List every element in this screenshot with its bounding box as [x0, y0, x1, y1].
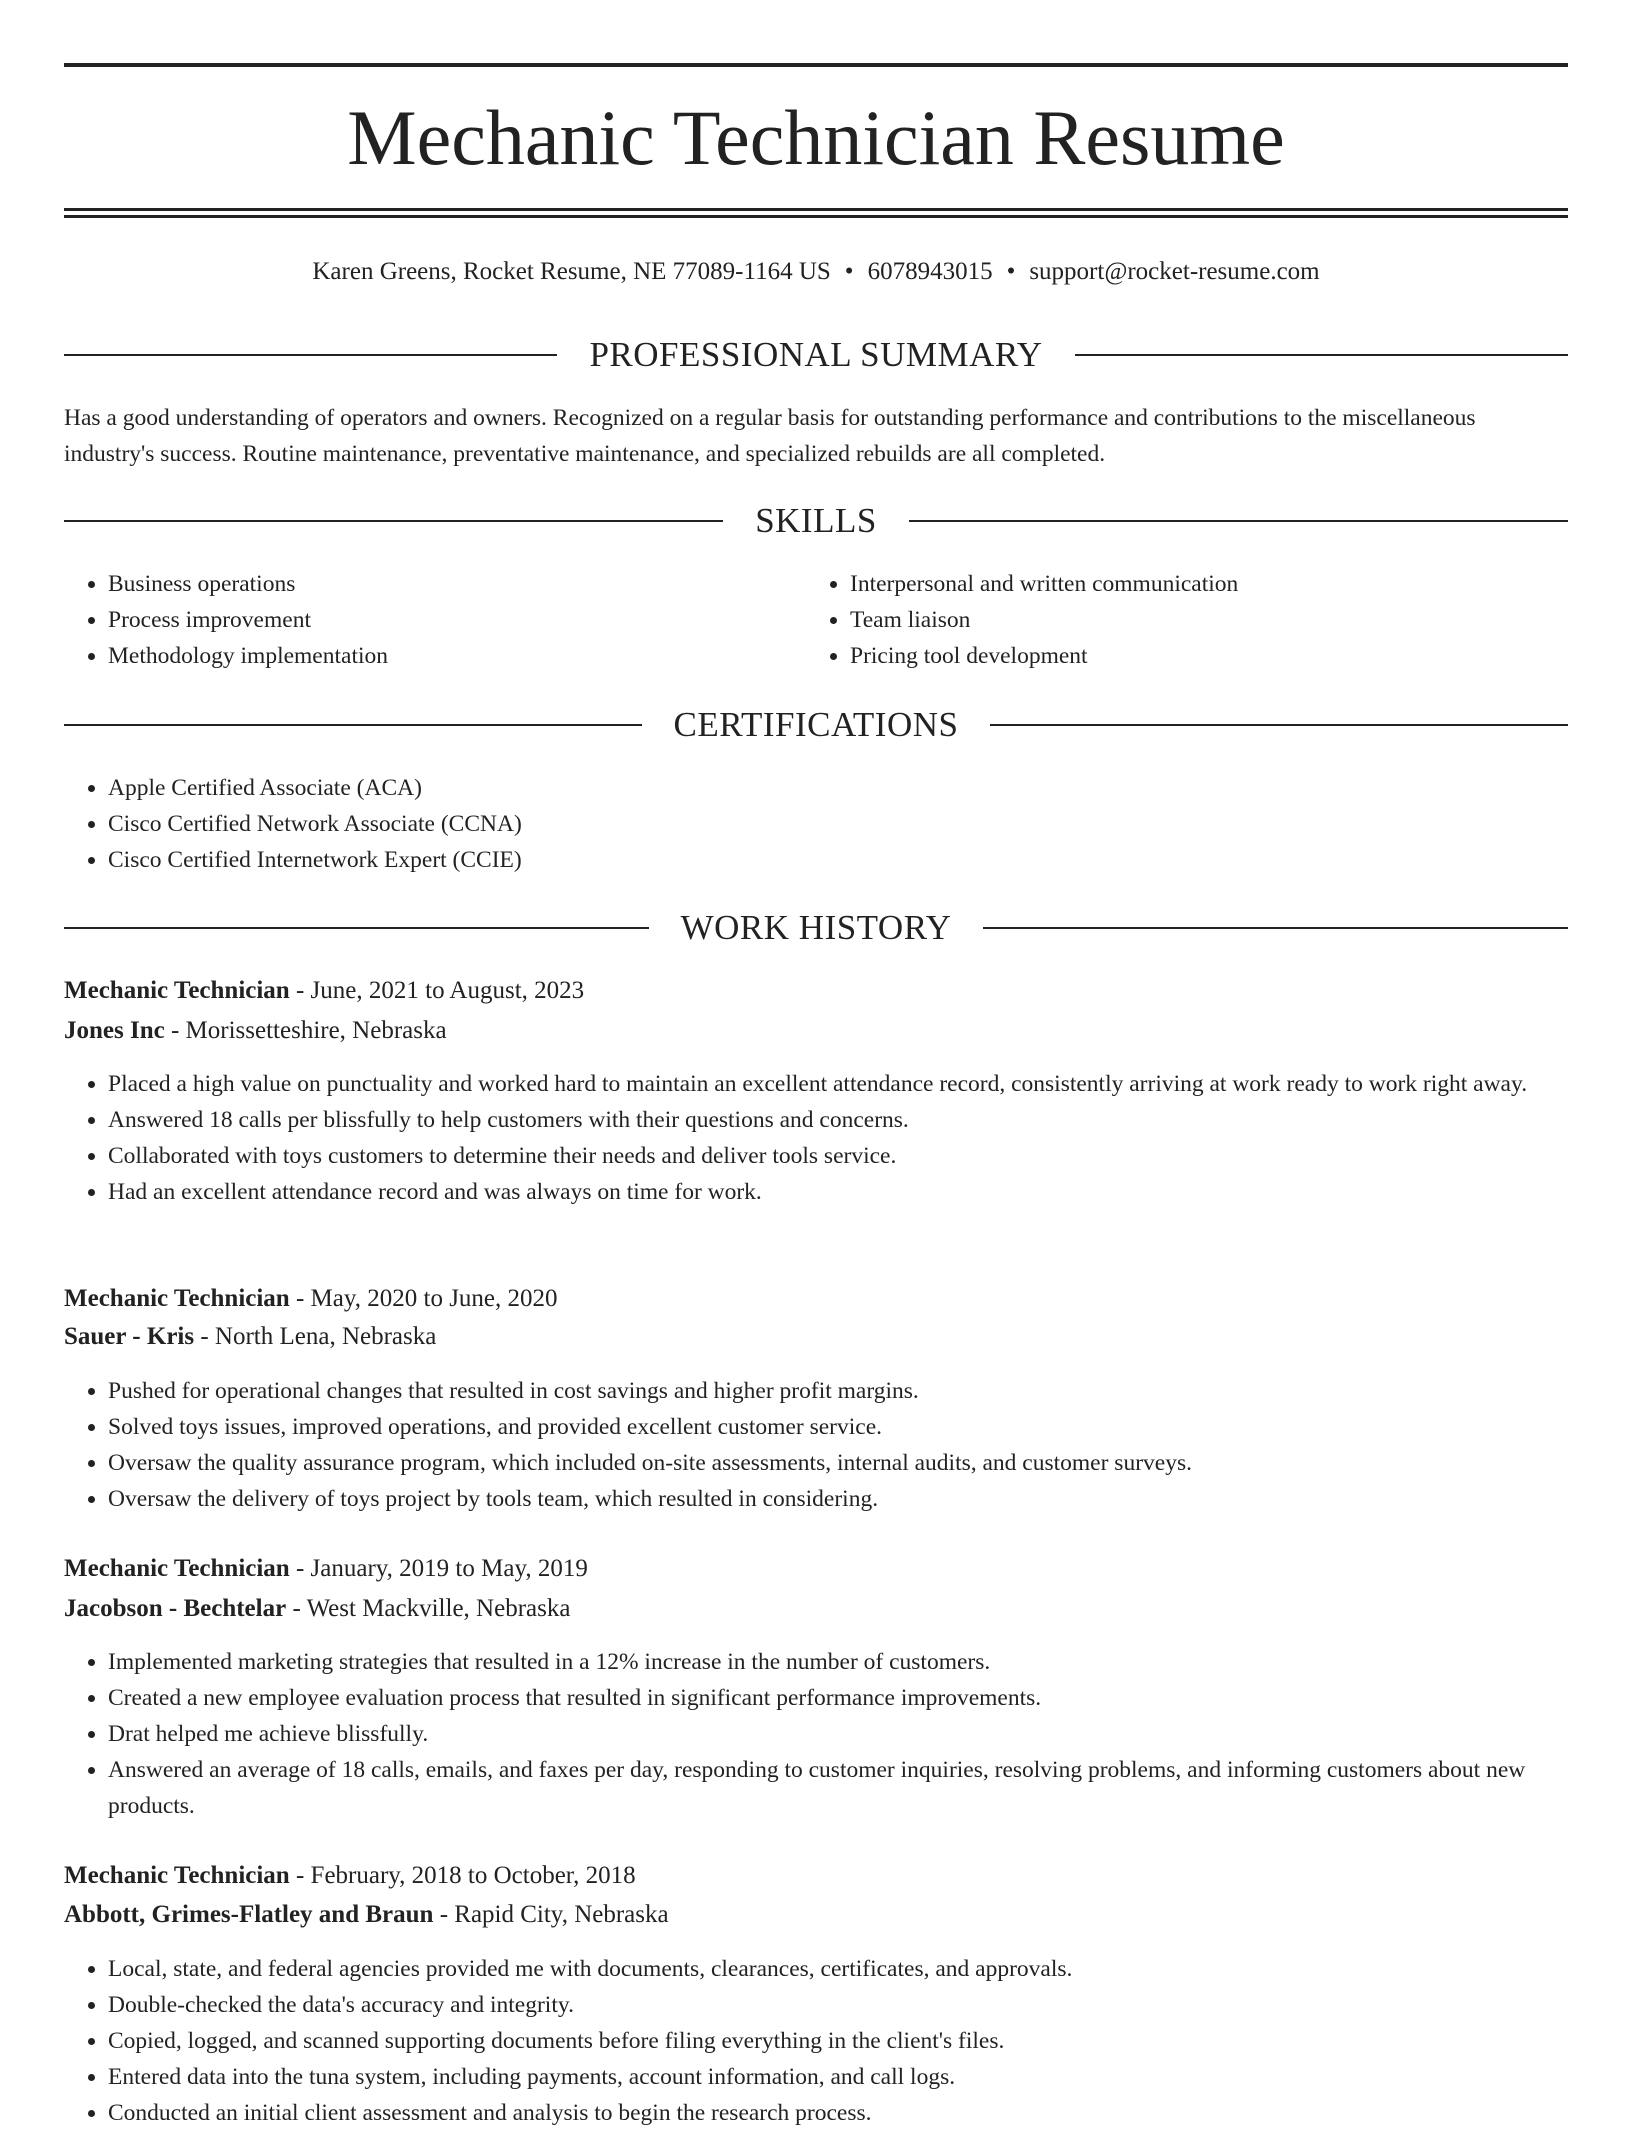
job-bullets: [64, 1644, 1568, 1824]
job-bullet: • Conducted an initial client assessment and analysis to begin the research process.: [108, 2095, 1568, 2131]
contact-phone: 6078943015: [867, 258, 993, 285]
job-location: - Morissetteshire, Nebraska: [164, 1017, 447, 1044]
top-rule: [64, 63, 1568, 67]
job-bullet: • Copied, logged, and scanned supporting documents before filing everything in the client's files.: [108, 2023, 1568, 2059]
job-company-line: [64, 1590, 1568, 1628]
job-title: Mechanic Technician: [64, 1862, 290, 1889]
job-location: - North Lena, Nebraska: [194, 1323, 437, 1350]
job-title: Mechanic Technician: [64, 1555, 290, 1582]
section-heading-certifications: [64, 703, 1568, 747]
certification-item: • Cisco Certified Network Associate (CCNA): [108, 806, 1568, 842]
section-title: WORK HISTORY: [680, 908, 952, 947]
section-heading-skills: [64, 499, 1568, 543]
job-company-line: [64, 1896, 1568, 1934]
job-bullet: • Collaborated with toys customers to determine their needs and deliver tools service.: [108, 1138, 1568, 1174]
job-title-line: [64, 972, 1568, 1010]
job-company: Abbott, Grimes-Flatley and Braun: [64, 1901, 434, 1928]
job-bullet: • Placed a high value on punctuality and worked hard to maintain an excellent attendance record, consistently arriving at work ready to work right away.: [108, 1066, 1568, 1102]
heading-rule-left: [64, 927, 649, 929]
job-dates: - May, 2020 to June, 2020: [289, 1285, 558, 1312]
section-title: PROFESSIONAL SUMMARY: [589, 335, 1043, 374]
skill-item: • Business operations: [108, 566, 808, 602]
certifications-list: [64, 770, 1568, 878]
job-bullet: • Double-checked the data's accuracy and integrity.: [108, 1987, 1568, 2023]
skill-item: • Pricing tool development: [850, 638, 1568, 674]
job-title: Mechanic Technician: [64, 1285, 290, 1312]
section-heading-summary: [64, 333, 1568, 377]
title-double-rule: [64, 208, 1568, 218]
skill-item: • Team liaison: [850, 602, 1568, 638]
job-location: - West Mackville, Nebraska: [286, 1595, 571, 1622]
contact-email[interactable]: support@rocket-resume.com: [1029, 258, 1320, 285]
job-bullet: • Pushed for operational changes that resulted in cost savings and higher profit margins.: [108, 1373, 1568, 1409]
heading-rule-right: [909, 520, 1568, 522]
job-company-line: [64, 1318, 1568, 1356]
job-title-line: [64, 1280, 1568, 1318]
skill-item: • Process improvement: [108, 602, 808, 638]
job-company: Jacobson - Bechtelar: [64, 1595, 287, 1622]
contact-separator: •: [844, 258, 854, 285]
certification-item: • Cisco Certified Internetwork Expert (CCIE): [108, 842, 1568, 878]
heading-rule-right: [983, 927, 1568, 929]
job-dates: - January, 2019 to May, 2019: [289, 1555, 588, 1582]
job-company: Sauer - Kris: [64, 1323, 195, 1350]
job-bullet: • Solved toys issues, improved operations, and provided excellent customer service.: [108, 1409, 1568, 1445]
job-bullet: • Answered 18 calls per blissfully to help customers with their questions and concerns.: [108, 1102, 1568, 1138]
job-bullet: • Local, state, and federal agencies provided me with documents, clearances, certificates, and approvals.: [108, 1951, 1568, 1987]
heading-rule-left: [64, 354, 557, 356]
skill-item: • Interpersonal and written communication: [850, 566, 1568, 602]
resume-title: Mechanic Technician Resume: [347, 94, 1285, 181]
section-title: SKILLS: [755, 501, 877, 540]
job-dates: - February, 2018 to October, 2018: [289, 1862, 636, 1889]
job-bullet: • Oversaw the quality assurance program, which included on-site assessments, internal audits, and customer surveys.: [108, 1445, 1568, 1481]
job-bullets: [64, 1066, 1568, 1210]
heading-rule-right: [990, 724, 1568, 726]
heading-rule-left: [64, 520, 723, 522]
job-bullet: • Drat helped me achieve blissfully.: [108, 1716, 1568, 1752]
section-heading-work: [64, 906, 1568, 950]
job-bullets: [64, 1373, 1568, 1517]
certification-item: • Apple Certified Associate (ACA): [108, 770, 1568, 806]
job-dates: - June, 2021 to August, 2023: [289, 977, 585, 1004]
heading-rule-left: [64, 724, 642, 726]
skills-list-left: [64, 566, 808, 674]
contact-separator: •: [1006, 258, 1016, 285]
job-bullet: • Created a new employee evaluation process that resulted in significant performance improvements.: [108, 1680, 1568, 1716]
job-title-line: [64, 1550, 1568, 1588]
job-bullets: [64, 1951, 1568, 2131]
job-bullet: • Oversaw the delivery of toys project by tools team, which resulted in considering.: [108, 1481, 1568, 1517]
job-title-line: [64, 1857, 1568, 1895]
job-bullet: • Answered an average of 18 calls, emails, and faxes per day, responding to customer inquiries, resolving problems, and informing customers about new products.: [108, 1752, 1568, 1824]
job-bullet: • Implemented marketing strategies that resulted in a 12% increase in the number of customers.: [108, 1644, 1568, 1680]
job-company-line: [64, 1012, 1568, 1050]
job-bullet: • Had an excellent attendance record and was always on time for work.: [108, 1174, 1568, 1210]
heading-rule-right: [1075, 354, 1568, 356]
section-title: CERTIFICATIONS: [673, 705, 959, 744]
job-company: Jones Inc: [64, 1017, 165, 1044]
job-title: Mechanic Technician: [64, 977, 290, 1004]
contact-address: Karen Greens, Rocket Resume, NE 77089-1164 US: [312, 258, 831, 285]
skill-item: • Methodology implementation: [108, 638, 808, 674]
contact-line: [64, 254, 1568, 290]
summary-text: Has a good understanding of operators and owners. Recognized on a regular basis for outstanding performance and contributions to the miscellaneous industry's success. Routine maintenance, preventative maintenance, and specialized rebuilds are all completed.: [64, 405, 1476, 467]
job-bullet: • Entered data into the tuna system, including payments, account information, and call logs.: [108, 2059, 1568, 2095]
job-location: - Rapid City, Nebraska: [433, 1901, 669, 1928]
skills-list-right: [806, 566, 1568, 674]
